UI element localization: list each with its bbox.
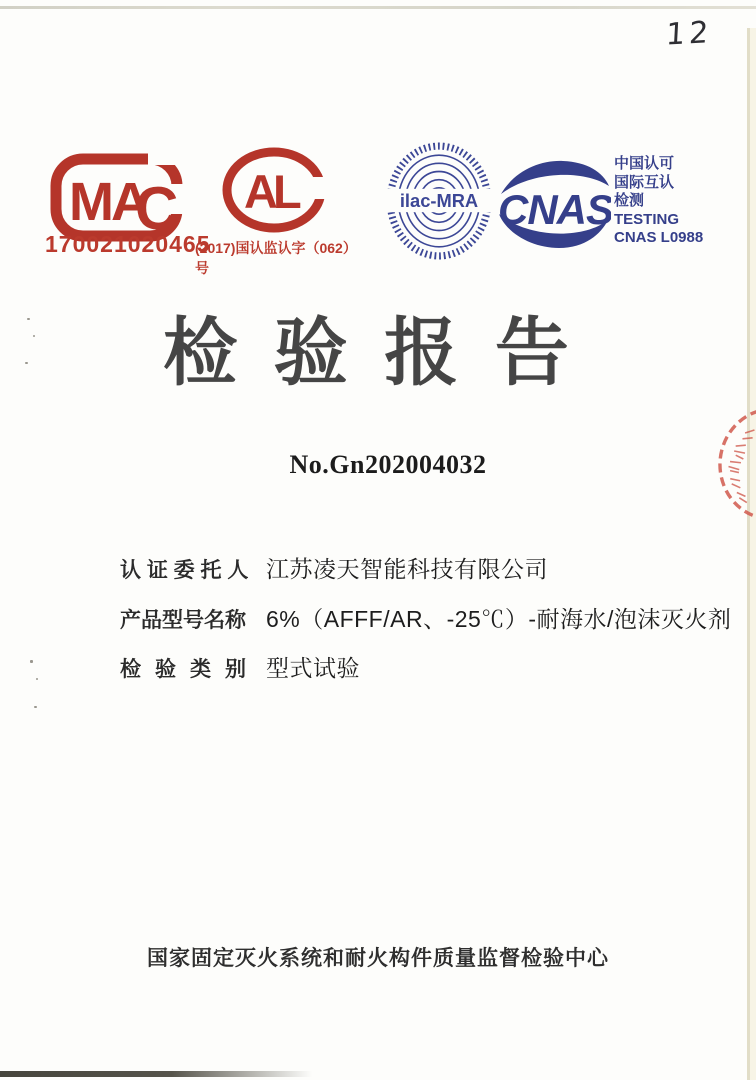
field-value: 江苏凌天智能科技有限公司 [266, 556, 548, 582]
report-number: No.Gn202004032 [289, 450, 487, 479]
ilac-mra-label: ilac-MRA [399, 190, 479, 212]
cnas-caption-line: 检测 [614, 192, 645, 210]
footer-organization: 国家固定灭火系统和耐火构件质量监督检验中心 [147, 947, 609, 970]
cnas-caption [614, 155, 724, 248]
cal-logo-icon [221, 147, 333, 239]
cnas-caption-line: CNAS L0988 [614, 229, 704, 247]
scan-bottom-edge-shadow [0, 1071, 312, 1077]
field-label: 产品型号名称 [120, 609, 246, 632]
scan-speck [30, 660, 33, 663]
cal-logo [221, 147, 333, 244]
cnas-caption-line: TESTING [614, 210, 680, 228]
cma-letters: MA [69, 172, 147, 232]
field-value: 型式试验 [266, 655, 360, 681]
red-seal-stamp-icon [704, 406, 756, 524]
cal-letters: AL [244, 165, 297, 218]
cnas-wordmark: CNAS [498, 186, 611, 233]
field-row-test-type [120, 650, 360, 683]
cma-letter-c: C [135, 175, 179, 242]
cnas-caption-line: 中国认可 [614, 155, 675, 172]
field-value: 6%（AFFF/AR、-25℃）-耐海水/泡沫灭火剂 [266, 606, 732, 632]
cal-caption: (2017)国认监认字（062）号 [195, 240, 357, 276]
scan-speck [34, 706, 37, 708]
scan-right-edge-strip [750, 28, 756, 1080]
ilac-mra-logo [386, 142, 492, 265]
field-label: 检 验 类 别 [120, 658, 246, 681]
cnas-logo [497, 158, 611, 255]
field-row-applicant [120, 551, 548, 584]
ilac-mra-logo-icon [386, 142, 492, 260]
cma-certificate-number: 170021020465 [45, 231, 211, 257]
report-title: 检 验 报 告 [163, 311, 577, 394]
handwritten-page-number: 12 [665, 15, 714, 53]
red-seal-stamp [704, 406, 756, 524]
cnas-caption-line: 国际互认 [614, 173, 675, 191]
cnas-logo-icon [497, 158, 611, 250]
scan-speck [36, 678, 38, 680]
field-row-product-model [120, 601, 731, 634]
field-label: 认 证 委 托 人 [120, 559, 249, 582]
scan-top-edge-line [0, 6, 756, 9]
